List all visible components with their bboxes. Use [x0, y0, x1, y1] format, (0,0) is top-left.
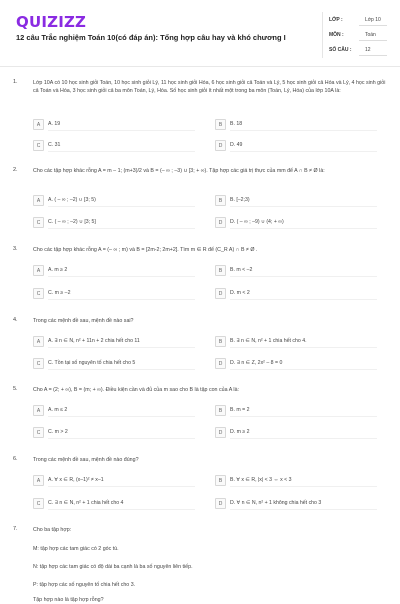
question-text: Lớp 10A có 10 học sinh giỏi Toán, 10 học sinh giỏi Lý, 11 học sinh giỏi Hóa, 6 học sinh giỏi cả Toán và Lý, 5 học sinh giỏi cả Hóa và Lý, 4 học sinh giỏi cả Toán và Hóa, 3 học sinh giỏi cả ba môn Toán, Lý, Hóa. Số học sinh giỏi ít nhất một trong ba môn (Toán, Lý, Hóa) của lớp 10A là: [33, 80, 386, 94]
option-a[interactable]: A A. ∃ n ∈ N, n² + 11n + 2 chia hết cho 11 [33, 336, 195, 348]
question-text: Trong các mệnh đề sau, mệnh đề nào đúng? [33, 457, 139, 463]
option-d[interactable]: D D. m ≥ 2 [215, 427, 377, 439]
option-a[interactable]: A A. ( – ∞ ; –2) ∪ [3; 5) [33, 195, 195, 207]
option-c[interactable]: C C. m ≥ –2 [33, 288, 195, 300]
option-c[interactable]: C C. 31 [33, 140, 195, 152]
option-c[interactable]: C C. ( – ∞ ; –2) ∪ [3; 5] [33, 217, 195, 229]
meta-subject: MÔN : Toán [329, 32, 376, 38]
quizizz-logo: QUIZIZZ [16, 13, 87, 31]
meta-panel [322, 12, 397, 58]
document-header [0, 0, 400, 70]
option-d[interactable]: D D. m < 2 [215, 288, 377, 300]
option-c[interactable]: C C. m > 2 [33, 427, 195, 439]
option-d[interactable]: D D. ∃ n ∈ Z, 2x² – 8 = 0 [215, 358, 377, 370]
question-text: Cho ba tập hợp: [33, 527, 72, 533]
option-d[interactable]: D D. ( – ∞ ; –9) ∪ (4; + ∞) [215, 217, 377, 229]
question-text: Trong các mệnh đề sau, mệnh đề nào sai? [33, 318, 134, 324]
option-d[interactable]: D D. ∀ n ∈ N, n² + 1 không chia hết cho 3 [215, 498, 377, 510]
option-b[interactable]: B B. ∀ x ∈ R, |x| < 3 ⇔ x < 3 [215, 475, 377, 487]
option-c[interactable]: C C. ∃ n ∈ N, n² + 1 chia hết cho 4 [33, 498, 195, 510]
question-text: Cho các tập hợp khác rỗng A = (– ∞ ; m) và B = [2m-2; 2m+2]. Tìm m ∈ R để (C_R A) ∩ B ≠ Ø . [33, 247, 258, 253]
option-a[interactable]: A A. 19 [33, 119, 195, 131]
meta-question-count: SỐ CÂU : 12 [329, 47, 371, 53]
question-text: Cho A = (2; + ∞), B = (m; + ∞). Điều kiện cần và đủ của m sao cho B là tập con của A là: [33, 387, 239, 393]
option-b[interactable]: B B. m < –2 [215, 265, 377, 277]
question-line: Tập hợp nào là tập hợp rỗng? [33, 597, 104, 603]
question-line: P: tập hợp các số nguyên tố chia hết cho 3. [33, 582, 136, 588]
meta-class: LỚP : Lớp 10 [329, 17, 381, 23]
option-a[interactable]: A A. m ≥ 2 [33, 265, 195, 277]
question-line: N: tập hợp các tam giác có độ dài ba cạnh là ba số nguyên liên tiếp. [33, 564, 193, 570]
option-b[interactable]: B B. ∃ n ∈ N, n² + 1 chia hết cho 4. [215, 336, 377, 348]
option-a[interactable]: A A. ∀ x ∈ R, (x–1)² ≠ x–1 [33, 475, 195, 487]
option-b[interactable]: B B. m = 2 [215, 405, 377, 417]
option-d[interactable]: D D. 49 [215, 140, 377, 152]
question-text: Cho các tập hợp khác rỗng A = m – 1; (m+3)/2 và B = (– ∞ ; –3) ∪ [3; + ∞). Tập hợp các giá trị thực của mm để A ∩ B ≠ Ø là: [33, 168, 325, 174]
option-c[interactable]: C C. Tồn tại số nguyên tố chia hết cho 5 [33, 358, 195, 370]
question-line: M: tập hợp các tam giác có 2 góc tù. [33, 546, 119, 552]
header-divider [0, 66, 400, 67]
document-title: 12 câu Trắc nghiệm Toán 10(có đáp án): Tổng hợp câu hay và khó chương I [16, 33, 286, 42]
option-b[interactable]: B B. 18 [215, 119, 377, 131]
option-b[interactable]: B B. [–2;3) [215, 195, 377, 207]
option-a[interactable]: A A. m ≤ 2 [33, 405, 195, 417]
